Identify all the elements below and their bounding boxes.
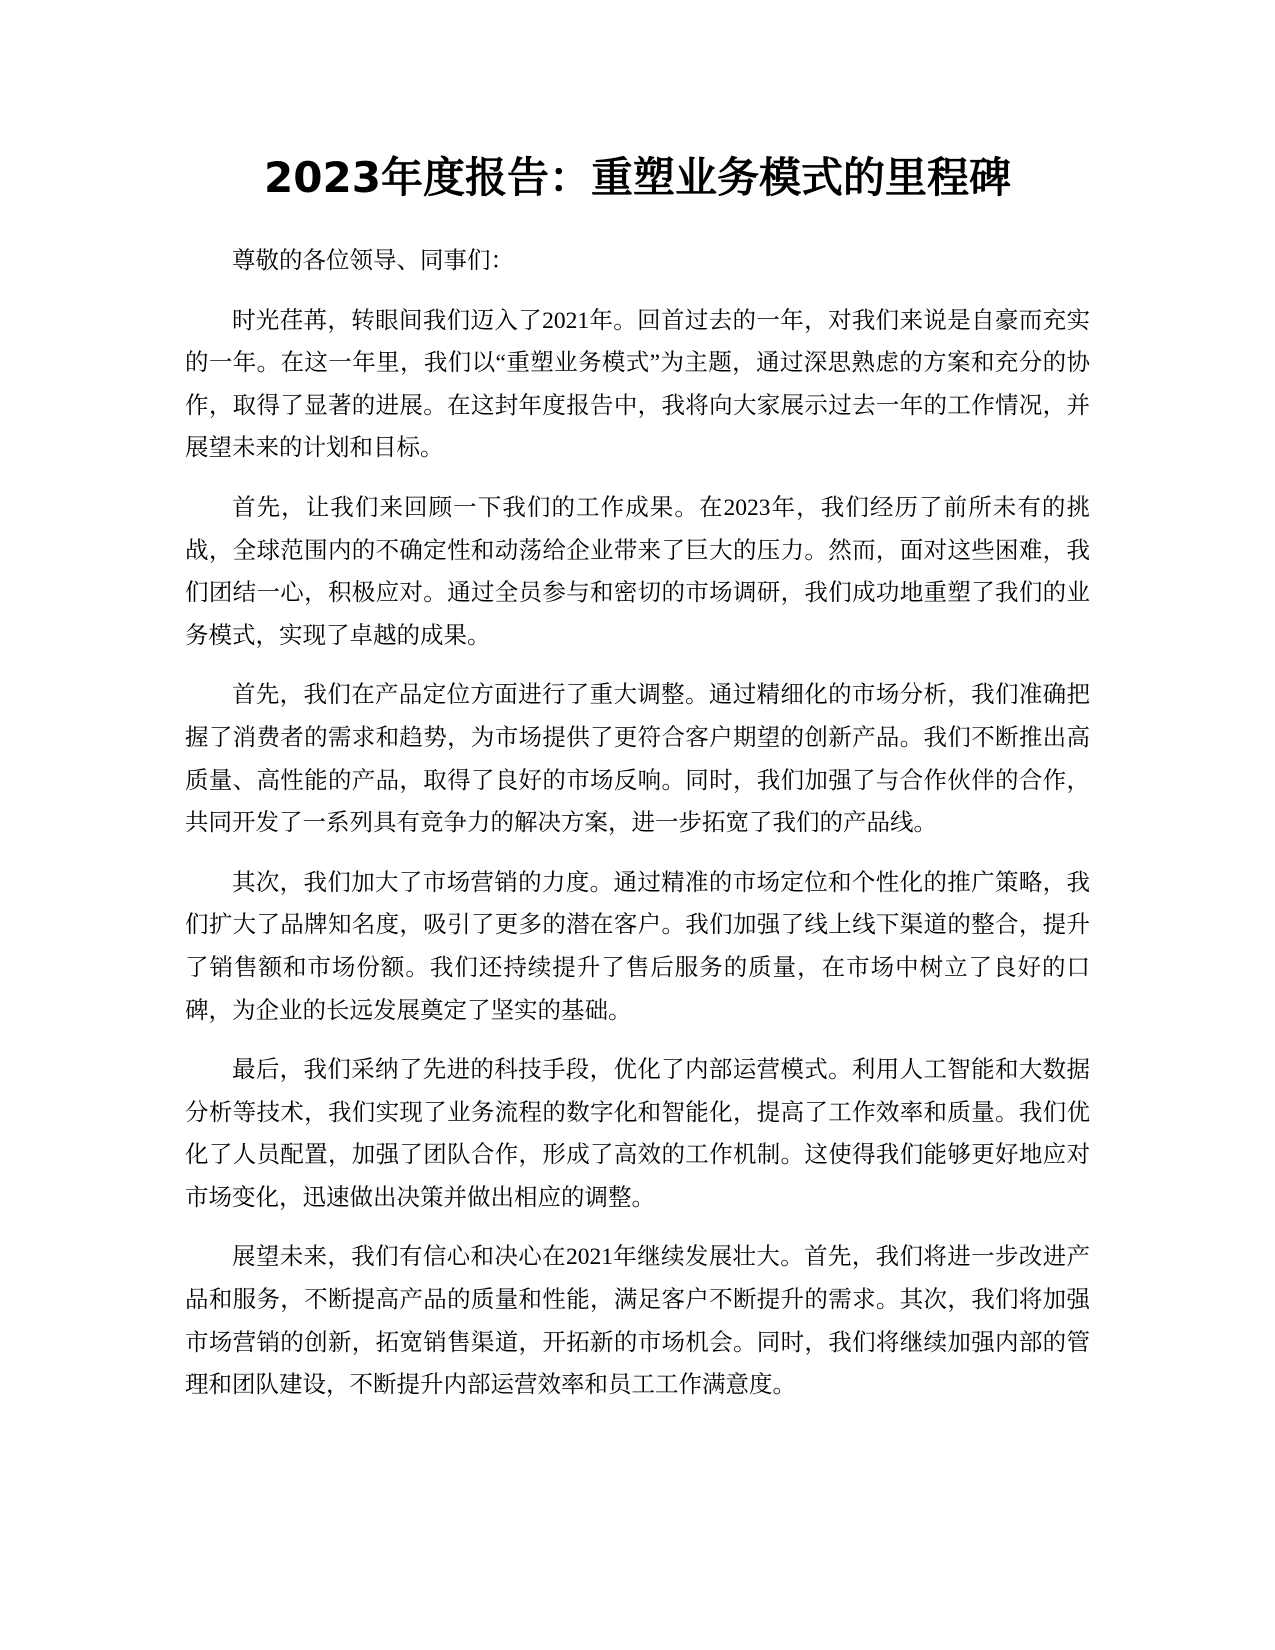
- document-body: [185, 240, 1090, 1424]
- paragraph-operations: 最后，我们采纳了先进的科技手段，优化了内部运营模式。利用人工智能和大数据分析等技术，我们实现了业务流程的数字化和智能化，提高了工作效率和质量。我们优化了人员配置，加强了团队合作，形成了高效的工作机制。这使得我们能够更好地应对市场变化，迅速做出决策并做出相应的调整。: [185, 1057, 1090, 1211]
- salutation: 尊敬的各位领导、同事们：: [232, 248, 514, 274]
- paragraph-review: 首先，让我们来回顾一下我们的工作成果。在2023年，我们经历了前所未有的挑战，全球范围内的不确定性和动荡给企业带来了巨大的压力。然而，面对这些困难，我们团结一心，积极应对。通过全员参与和密切的市场调研，我们成功地重塑了我们的业务模式，实现了卓越的成果。: [185, 494, 1090, 649]
- paragraph-marketing: 其次，我们加大了市场营销的力度。通过精准的市场定位和个性化的推广策略，我们扩大了品牌知名度，吸引了更多的潜在客户。我们加强了线上线下渠道的整合，提升了销售额和市场份额。我们还持续提升了售后服务的质量，在市场中树立了良好的口碑，为企业的长远发展奠定了坚实的基础。: [185, 869, 1090, 1024]
- document-title: 2023年度报告：重塑业务模式的里程碑: [264, 153, 1011, 202]
- paragraph-product: 首先，我们在产品定位方面进行了重大调整。通过精细化的市场分析，我们准确把握了消费者的需求和趋势，为市场提供了更符合客户期望的创新产品。我们不断推出高质量、高性能的产品，取得了良好的市场反响。同时，我们加强了与合作伙伴的合作，共同开发了一系列具有竞争力的解决方案，进一步拓宽了我们的产品线。: [185, 682, 1090, 837]
- paragraph-outlook: 展望未来，我们有信心和决心在2021年继续发展壮大。首先，我们将进一步改进产品和服务，不断提高产品的质量和性能，满足客户不断提升的需求。其次，我们将加强市场营销的创新，拓宽销售渠道，开拓新的市场机会。同时，我们将继续加强内部的管理和团队建设，不断提升内部运营效率和员工工作满意度。: [185, 1244, 1090, 1399]
- paragraph-intro: 时光荏苒，转眼间我们迈入了2021年。回首过去的一年，对我们来说是自豪而充实的一年。在这一年里，我们以“重塑业务模式”为主题，通过深思熟虑的方案和充分的协作，取得了显著的进展。在这封年度报告中，我将向大家展示过去一年的工作情况，并展望未来的计划和目标。: [185, 307, 1090, 462]
